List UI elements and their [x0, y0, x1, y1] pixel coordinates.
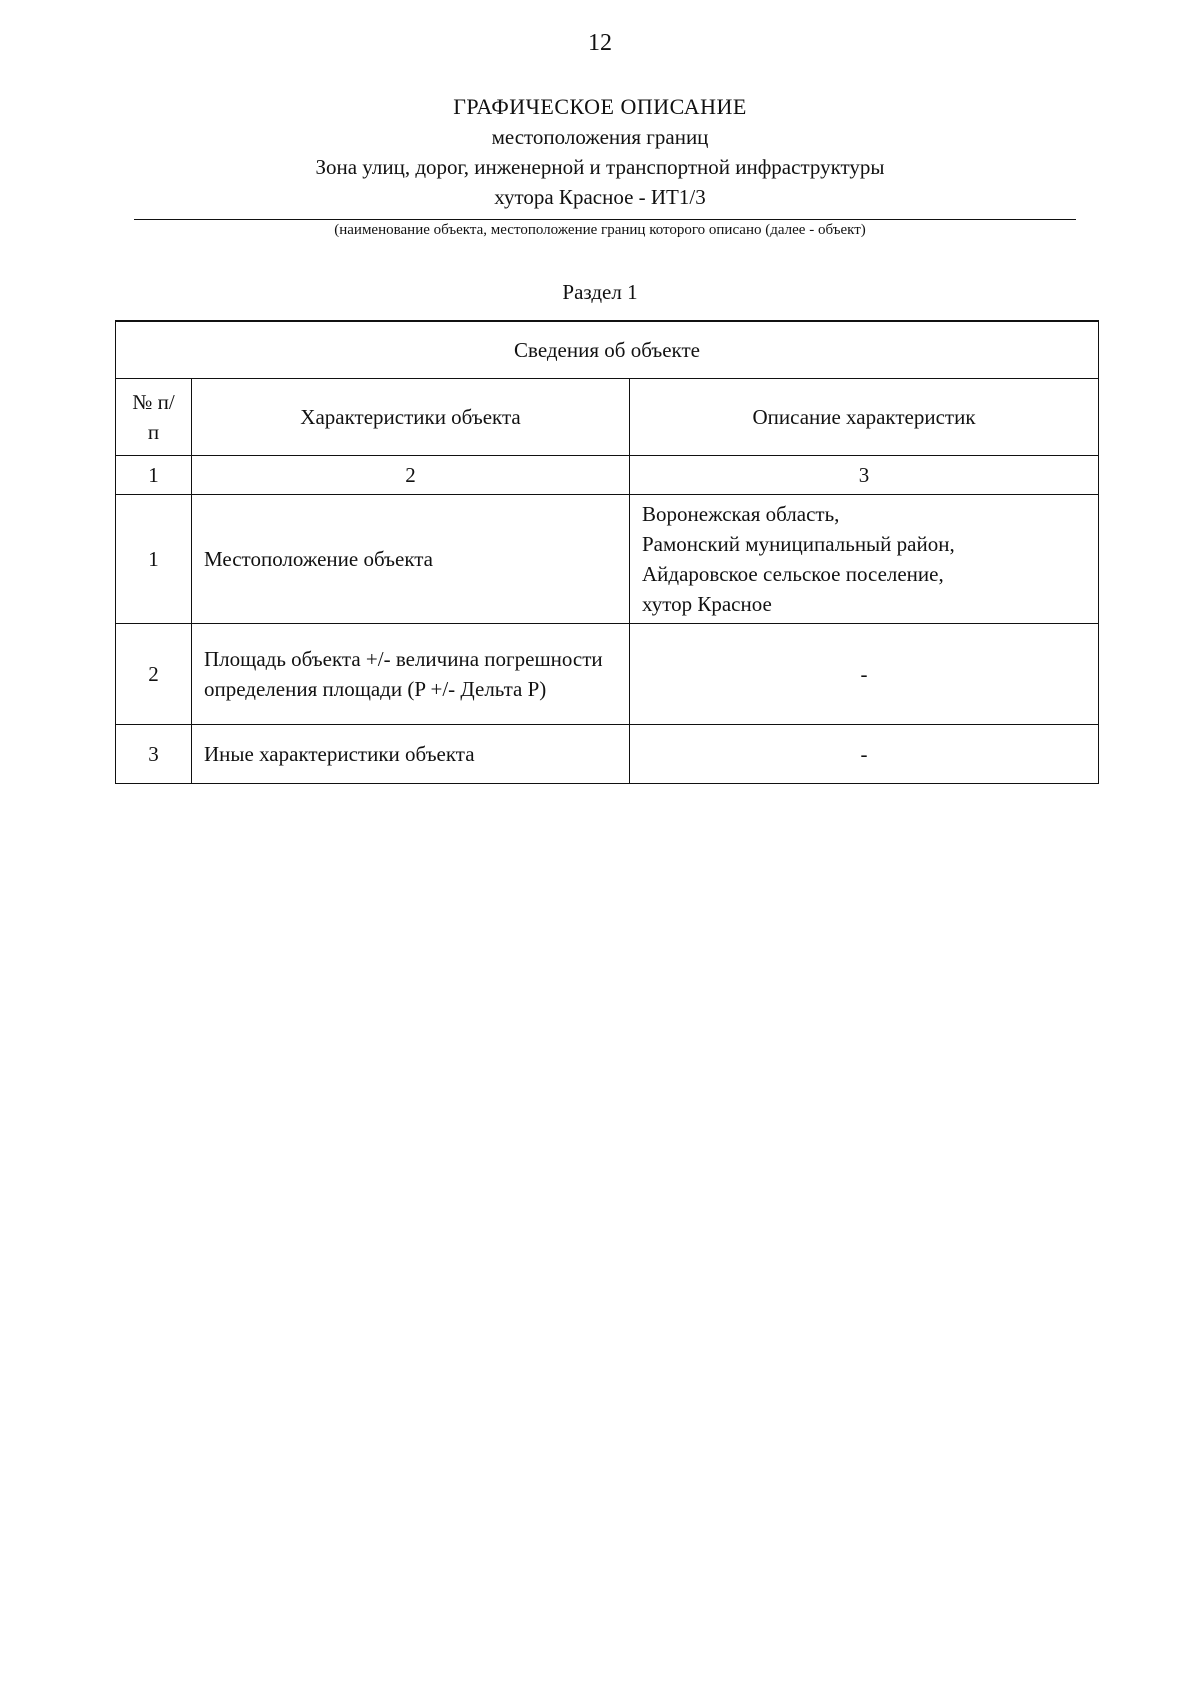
row-characteristic: Иные характеристики объекта — [192, 725, 630, 784]
row-description: - — [630, 624, 1099, 725]
description-line: Воронежская область, — [642, 502, 840, 526]
header-characteristics: Характеристики объекта — [192, 379, 630, 456]
row-description — [630, 495, 1099, 624]
description-line: Айдаровское сельское поселение, — [642, 562, 944, 586]
row-characteristic: Местоположение объекта — [192, 495, 630, 624]
section-label: Раздел 1 — [562, 280, 638, 304]
description-line: Рамонский муниципальный район, — [642, 532, 955, 556]
table-header-row — [116, 379, 1099, 456]
column-number-1: 1 — [116, 456, 192, 495]
table-caption-row — [116, 321, 1099, 379]
subtitle-line-1: местоположения границ — [491, 125, 709, 149]
header-num-label: № п/п — [132, 390, 175, 444]
row-num: 3 — [116, 725, 192, 784]
row-num: 1 — [116, 495, 192, 624]
page-number: 12 — [588, 30, 612, 56]
table-row — [116, 495, 1099, 624]
object-caption: (наименование объекта, местоположение границ которого описано (далее - объект) — [334, 222, 866, 238]
object-info-table — [115, 320, 1099, 784]
column-number-2: 2 — [192, 456, 630, 495]
subtitle-line-3: хутора Красное - ИТ1/3 — [494, 185, 706, 209]
row-num: 2 — [116, 624, 192, 725]
document-title: ГРАФИЧЕСКОЕ ОПИСАНИЕ — [453, 94, 747, 119]
header-description: Описание характеристик — [630, 379, 1099, 456]
subtitle-line-2: Зона улиц, дорог, инженерной и транспортной инфраструктуры — [315, 155, 885, 179]
row-description: - — [630, 725, 1099, 784]
header-num — [116, 379, 192, 456]
column-number-3: 3 — [630, 456, 1099, 495]
title-block — [0, 92, 1200, 212]
column-numbers-row — [116, 456, 1099, 495]
object-underline — [134, 219, 1076, 220]
row-characteristic: Площадь объекта +/- величина погрешности определения площади (P +/- Дельта P) — [192, 624, 630, 725]
table-row — [116, 725, 1099, 784]
table-caption: Сведения об объекте — [116, 321, 1099, 379]
table-row — [116, 624, 1099, 725]
description-line: хутор Красное — [642, 592, 772, 616]
